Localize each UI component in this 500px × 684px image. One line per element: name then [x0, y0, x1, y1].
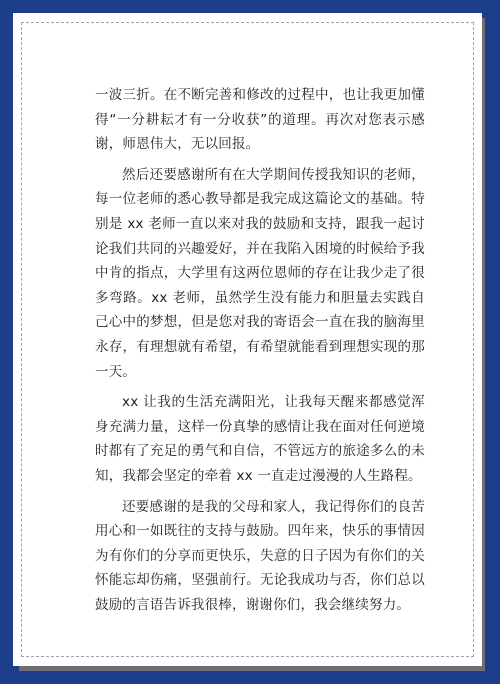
paragraph-teachers: 然后还要感谢所有在大学期间传授我知识的老师，每一位老师的悉心教导都是我完成这篇论文的基础。特别是 xx 老师一直以来对我的鼓励和支持，跟我一起讨论我们共同的兴趣爱好，并在我陷入困境的时候给予我中肯的指点，大学里有这两位恩师的存在让我少走了很多弯路。xx 老师，虽然学生没有能力和胆量去实践自己心中的梦想，但是您对我的寄语会一直在我的脑海里永存，有理想就有希望，有希望就能看到理想实现的那一天。 [95, 166, 425, 380]
document-body [95, 83, 425, 623]
dashed-border-bottom [21, 656, 474, 657]
paragraph-continuation: 一波三折。在不断完善和修改的过程中，也让我更加懂得“一分耕耘才有一分收获”的道理。再次对您表示感谢，师恩伟大，无以回报。 [95, 87, 425, 153]
paper-sheet [13, 13, 482, 666]
dashed-border-right [473, 22, 474, 657]
dashed-border-top [21, 22, 474, 23]
paragraph-xx: xx 让我的生活充满阳光，让我每天醒来都感觉浑身充满力量，这样一份真挚的感情让我在面对任何逆境时都有了充足的勇气和自信，不管远方的旅途多么的未知，我都会坚定的牵着 xx 一直走过漫漫的人生路程。 [95, 394, 425, 484]
dashed-border-left [21, 22, 22, 657]
paragraph-family: 还要感谢的是我的父母和家人，我记得你们的良苦用心和一如既往的支持与鼓励。四年来，快乐的事情因为有你们的分享而更快乐，失意的日子因为有你们的关怀能忘却伤痛，坚强前行。无论我成功与否，你们总以鼓励的言语告诉我很棒，谢谢你们，我会继续努力。 [95, 498, 425, 613]
